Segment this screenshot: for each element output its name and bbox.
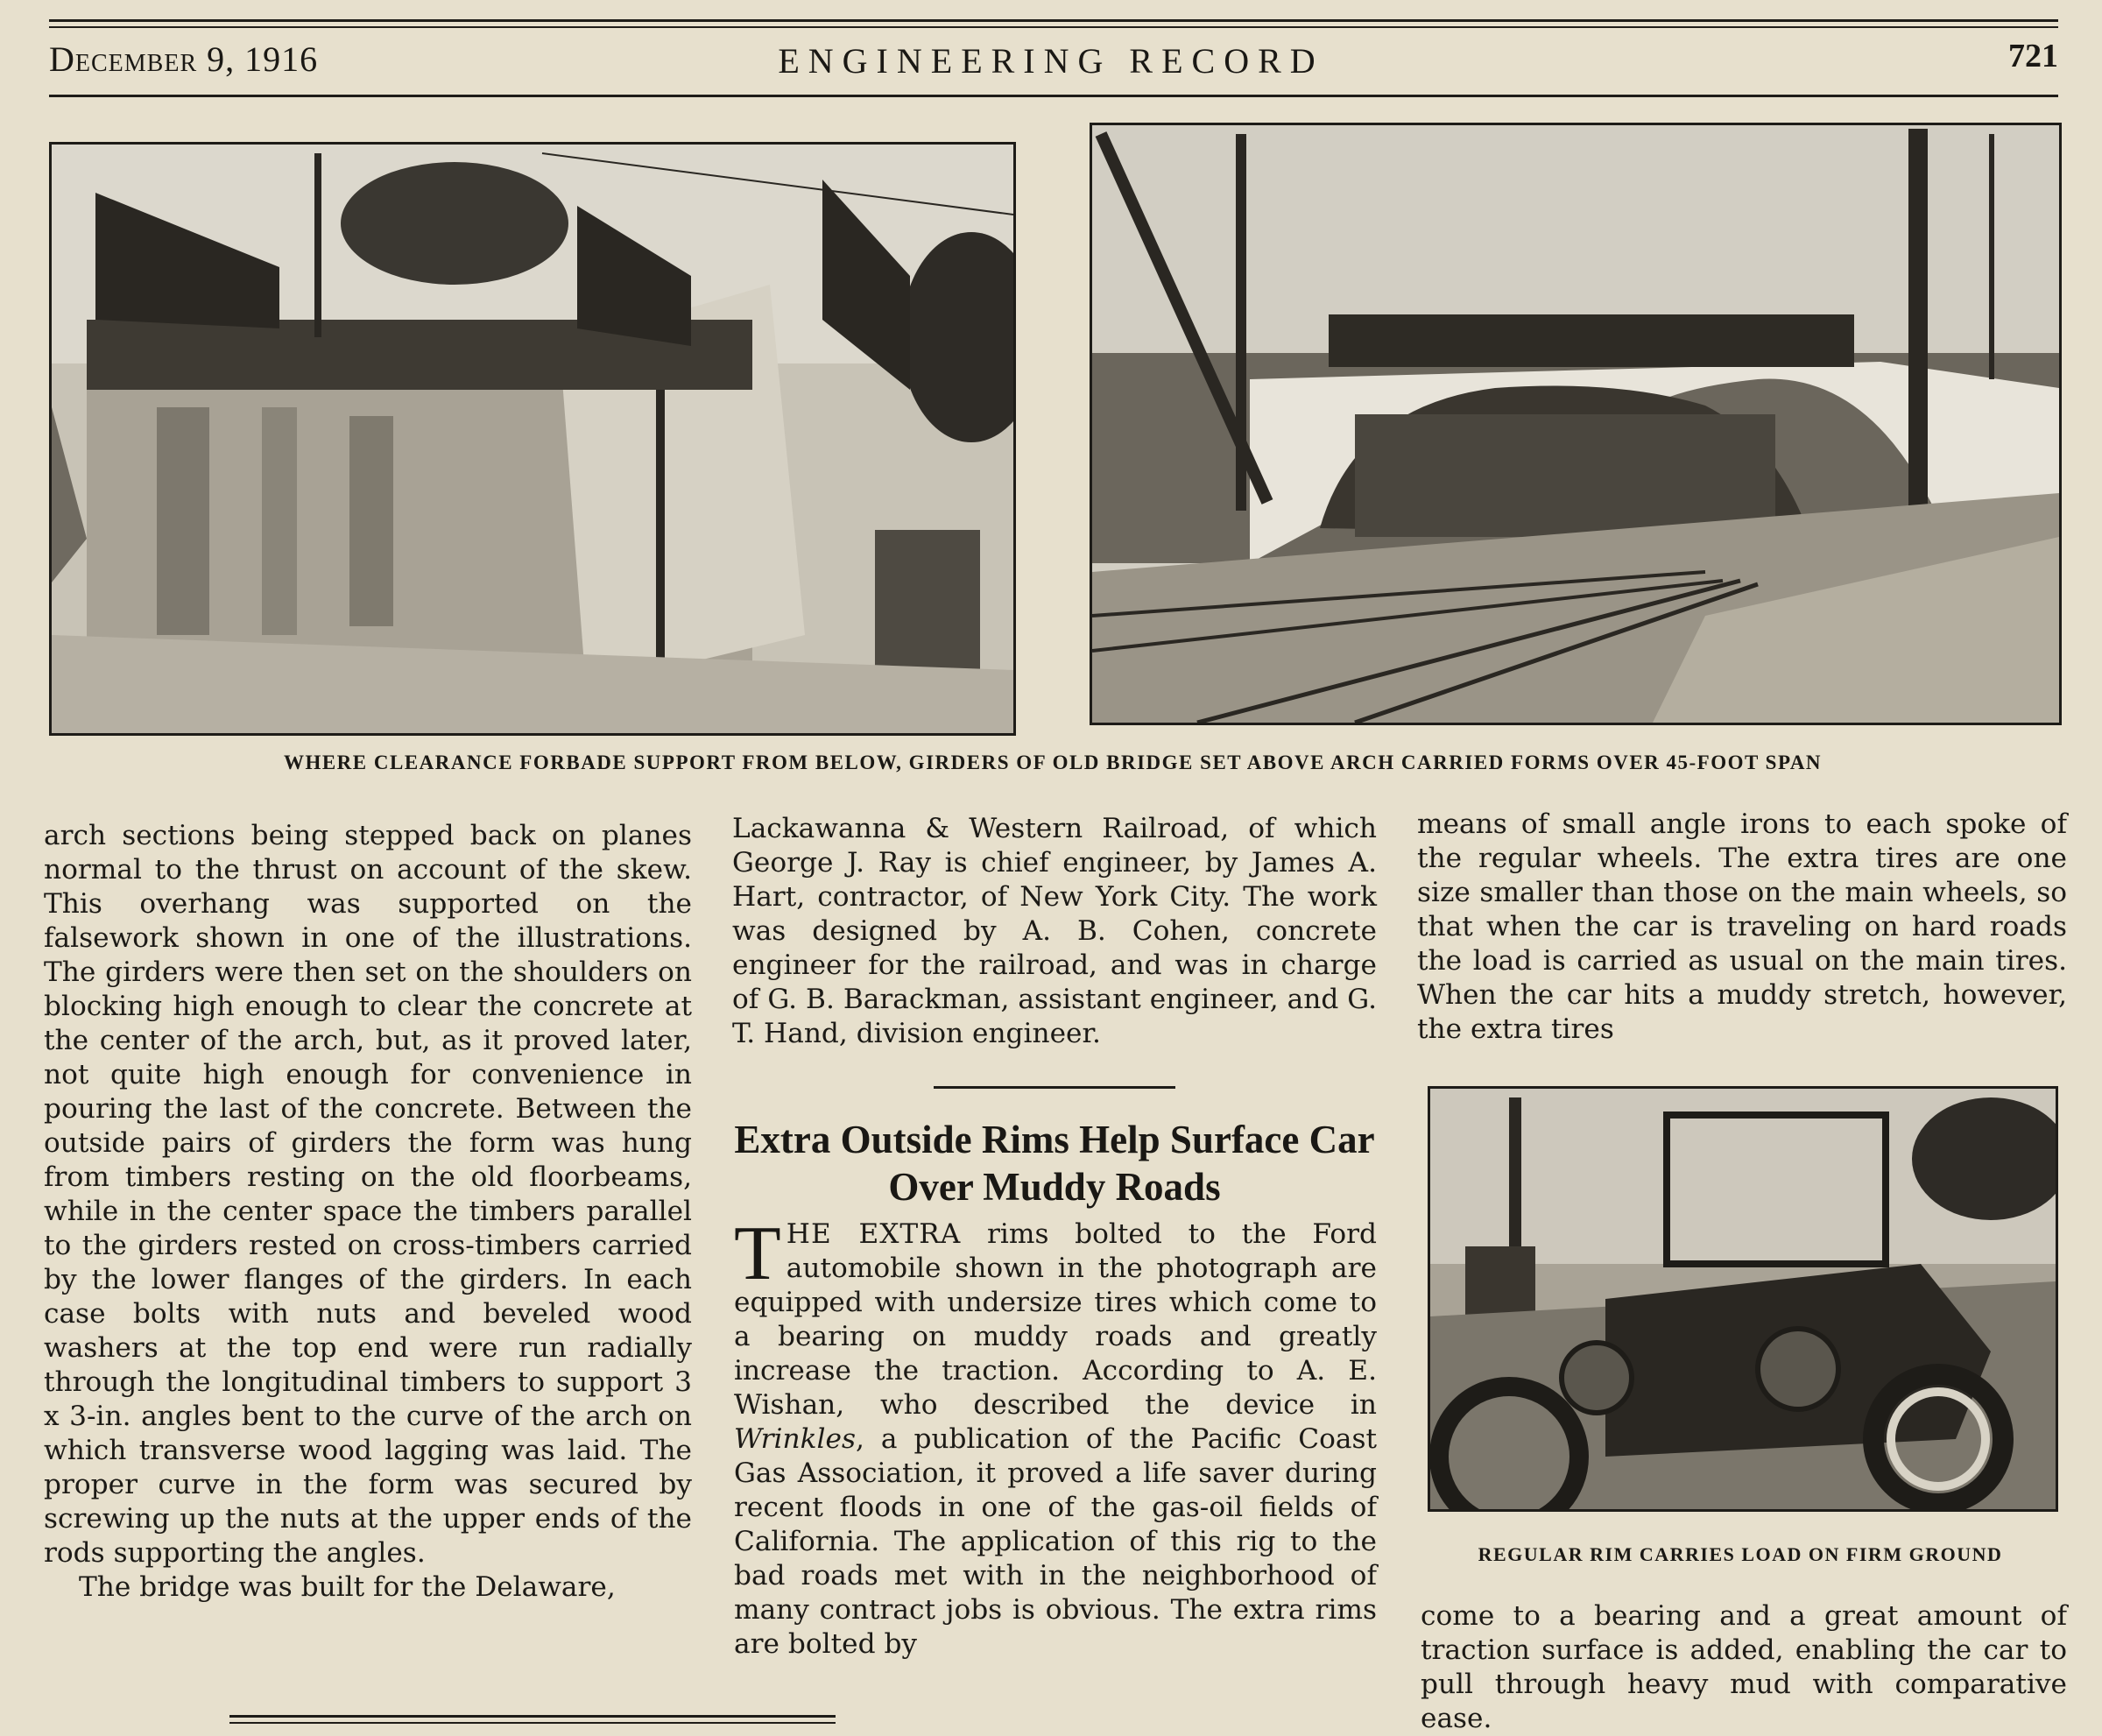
page-number: 721 bbox=[2008, 38, 2058, 74]
lead-in: HE EXTRA bbox=[786, 1218, 962, 1250]
issue-date: December 9, 1916 bbox=[49, 39, 319, 79]
col2-text-a: rims bolted to the Ford automobile shown in the photograph are equipped with undersize tires which come to a bearing on muddy roads and greatly increase the traction. According to A. E. Wishan, who described the device in bbox=[734, 1218, 1378, 1421]
header-top-rule bbox=[49, 19, 2058, 22]
col3-paragraph-2: come to a bearing and a great amount of traction surface is added, enabling the car to pull through heavy mud with comparative ease. bbox=[1421, 1600, 2067, 1734]
article-separator bbox=[934, 1086, 1175, 1089]
column-3-continued bbox=[1421, 1599, 2067, 1736]
col2-text-b: , a publication of the Pacific Coast Gas Association, it proved a life saver during recent floods in one of the gas-oil fields of California. The application of this rig to the bad roads met with in the neighborhood of many contract jobs is obvious. The extra rims are bolted by bbox=[734, 1423, 1377, 1660]
figure-caption-bridge: WHERE CLEARANCE FORBADE SUPPORT FROM BELOW, GIRDERS OF OLD BRIDGE SET ABOVE ARCH CARRIED FORMS OVER 45-FOOT SPAN bbox=[283, 752, 1823, 773]
col1-paragraph-1: arch sections being stepped back on planes normal to the thrust on account of the skew. This overhang was supported on the falsework shown in one of the illustrations. The girders were then set on the shoulders on blocking high enough to clear the concrete at the center of the arch, but, as it proved later, not quite high enough for convenience in pouring the last of the concrete. Between the outside pairs of girders the form was hung from timbers resting on the old floorbeams, while in the center space the timbers parallel to the girders rested on cross-timbers carried by the lower flanges of the girders. In each case bolts with nuts and beveled wood washers at the top end were run radially through the longitudinal timbers to support 3 x 3-in. angles bent to the curve of the arch on which transverse wood lagging was laid. The proper curve in the form was secured by screwing up the nuts at the upper ends of the rods supporting the angles. bbox=[44, 820, 692, 1569]
photo-arch-bridge-tracks bbox=[1090, 123, 2062, 725]
column-1 bbox=[44, 819, 692, 1605]
col3-paragraph-1: means of small angle irons to each spoke of the regular wheels. The extra tires are one size smaller than those on the main wheels, so that when the car is traveling on hard roads the load is carried as usual on the main tires. When the car hits a muddy stretch, however, the extra tires bbox=[1417, 808, 2067, 1045]
drop-cap: T bbox=[734, 1211, 781, 1296]
col2-paragraph-1: Lackawanna & Western Railroad, of which George J. Ray is chief engineer, by James A. Hart, contractor, of New York City. The work was designed by A. B. Cohen, concrete engineer for the railroad, and was in charge of G. B. Barackman, assistant engineer, and G. T. Hand, division engineer. bbox=[732, 813, 1377, 1049]
bottom-figure-edge-2 bbox=[229, 1722, 836, 1724]
article-headline: Extra Outside Rims Help Surface Car Over Muddy Roads bbox=[734, 1118, 1375, 1209]
photo-ford-car-extra-rims bbox=[1428, 1086, 2058, 1512]
col2-paragraph-2 bbox=[734, 1211, 1378, 1662]
column-2 bbox=[732, 812, 1377, 1051]
col1-paragraph-2: The bridge was built for the Delaware, bbox=[79, 1571, 616, 1603]
header-bottom-rule bbox=[49, 95, 2058, 97]
publication-title: Wrinkles bbox=[734, 1423, 856, 1455]
column-2-article bbox=[734, 1211, 1378, 1662]
journal-title: ENGINEERING RECORD bbox=[778, 41, 1324, 81]
bottom-figure-edge bbox=[229, 1715, 836, 1718]
column-3 bbox=[1417, 808, 2067, 1047]
figure-caption-car: REGULAR RIM CARRIES LOAD ON FIRM GROUND bbox=[1478, 1543, 2003, 1565]
photo-bridge-falsework bbox=[49, 142, 1016, 736]
header-top-rule-thin bbox=[49, 26, 2058, 28]
